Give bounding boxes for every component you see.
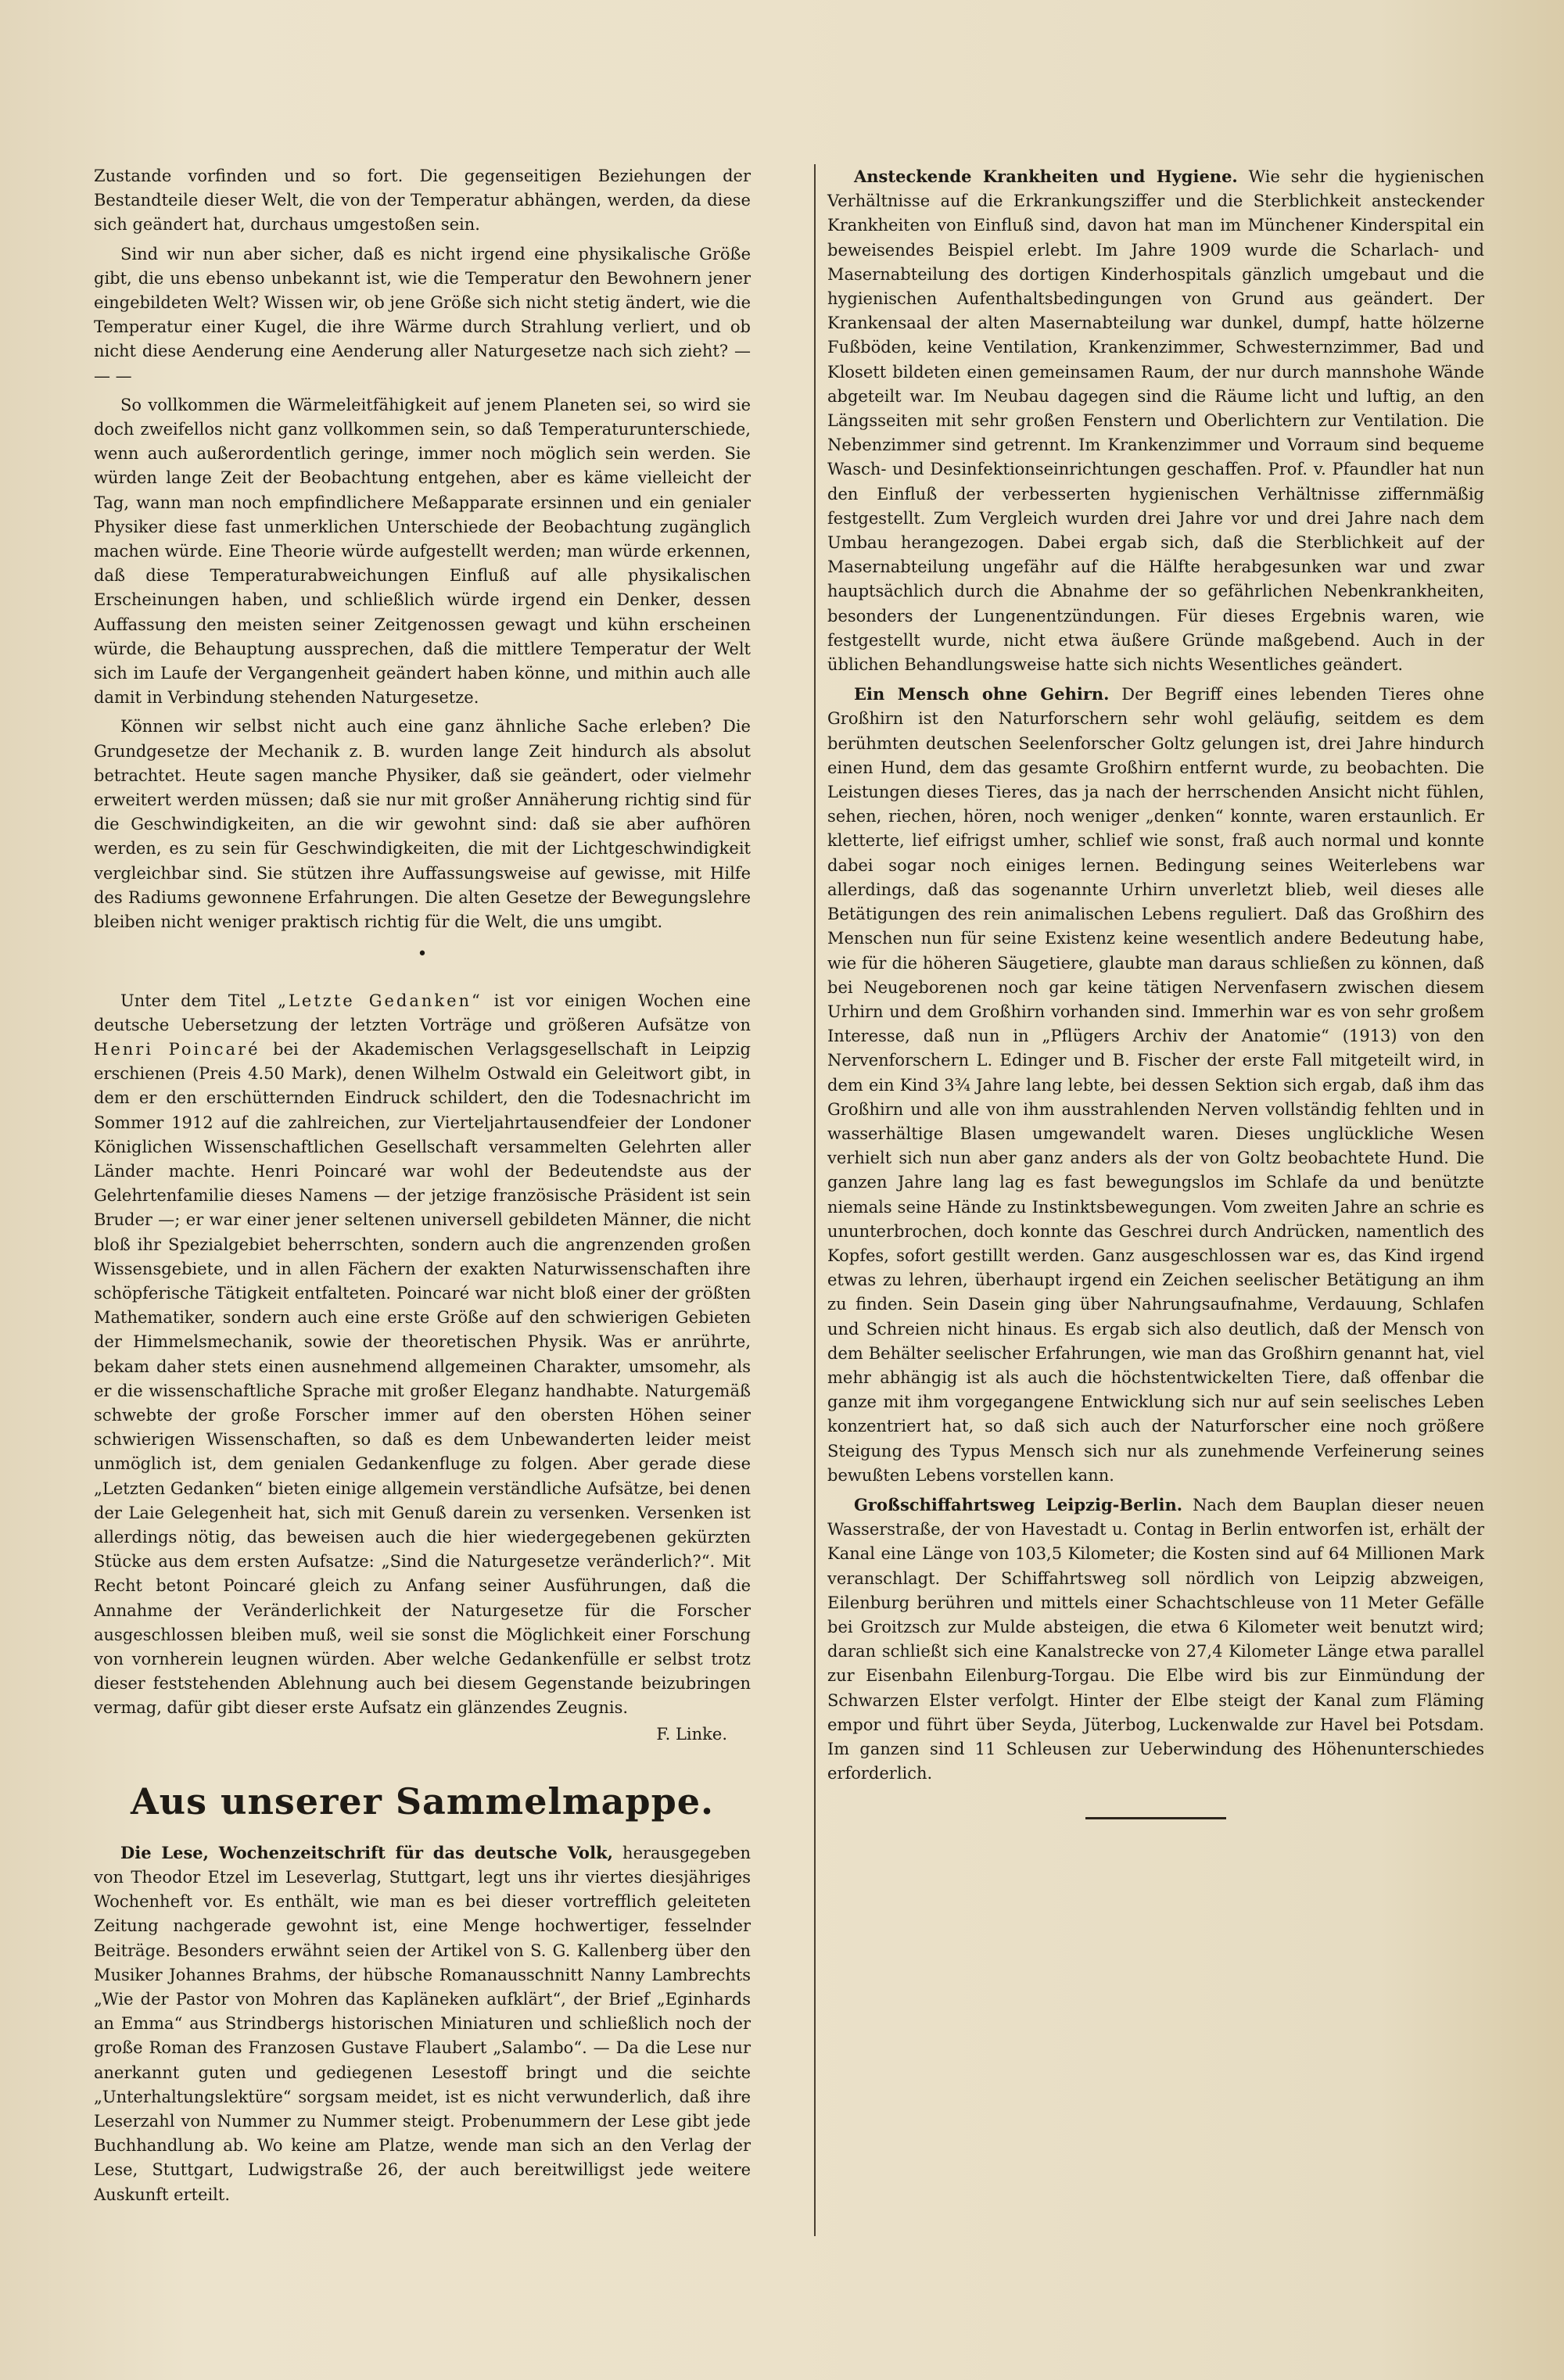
paragraph-mechanics-laws: Können wir selbst nicht auch eine ganz ähnliche Sache erleben? Die Grundgesetze der Mechanik z. B. wurden lange Zeit hindurch als absolut betrachtet. Heute sagen manche Physiker, daß sie geändert, oder vielmehr erweitert werden müssen; daß sie nur mit großer Annäherung richtig sind für die Geschwindigkeiten, an die wir gewohnt sind: daß sie aber aufhören werden, es zu sein für Geschwindigkeiten, die mit der Lichtgeschwindigkeit vergleichbar sind. Sie stützen ihre Auffassungsweise auf gewisse, mit Hilfe des Radiums gewonnene Erfahrungen. Die alten Gesetze der Bewegungslehre bleiben nicht weniger praktisch richtig für die Welt, die uns umgibt. — [94, 717, 751, 932]
paragraph-canal-leipzig-berlin: Großschiffahrtsweg Leipzig-Berlin. Nach dem Bauplan dieser neuen Wasserstraße, der von Havestadt u. Contag in Berlin entworfen ist, erhält der Kanal eine Länge von 103,5 Kilometer; die Kosten sind auf 64 Millionen Mark veranschlagt. Der Schiffahrtsweg soll nördlich von Leipzig abzweigen, Eilenburg berühren und mittels einer Schachtschleuse von 11 Meter Gefälle bei Groitzsch zur Mulde absteigen, die etwa 6 Kilometer weit benutzt wird; daran schließt sich eine Kanalstrecke von 27,4 Kilometer Länge etwa parallel zur Eisenbahn Eilenburg-Torgau. Die Elbe wird bis zur Einmündung der Schwarzen Elster verfolgt. Hinter der Elbe steigt der Kanal zum Fläming empor und führt über Seyda, Jüterbog, Luckenwalde zur Havel bei Potsdam. Im ganzen sind 11 Schleusen zur Ueberwindung des Höhenunterschiedes erforderlich. — [827, 1494, 1484, 1783]
paragraph-thermal-conductivity: So vollkommen die Wärmeleitfähigkeit auf jenem Planeten sei, so wird sie doch zweifellos nicht ganz vollkommen sein, so daß Temperaturunterschiede, wenn auch außerordentlich geringe, immer noch möglich sein werden. Sie würden lange Zeit der Beobachtung entgehen, aber es käme vielleicht der Tag, wann man noch empfindlichere Meßapparate ersinnen und ein genialer Physiker diese fast unmerklichen Unterschiede der Beobachtung zugänglich machen würde. Eine Theorie würde aufgestellt werden; man würde erkennen, daß diese Temperaturabweichungen Einfluß auf alle physikalischen Erscheinungen haben, und schließlich würde irgend ein Denker, dessen Auffassung den meisten seiner Zeitgenossen gewagt und kühn erscheinen würde, die Behauptung aussprechen, daß die mittlere Temperatur der Welt sich im Laufe der Vergangenheit geändert haben könne, und mithin auch alle damit in Verbindung stehenden Naturgesetze. — [94, 395, 751, 708]
paragraph-heading: Großschiffahrtsweg Leipzig-Berlin. — [854, 1494, 1183, 1514]
paragraph-physical-quantity: Sind wir nun aber sicher, daß es nicht irgend eine physikalische Größe gibt, die uns ebenso unbekannt ist, wie die Temperatur den Bewohnern jener eingebildeten Welt? Wissen wir, ob jene Größe sich nicht stetig ändert, wie die Temperatur einer Kugel, die ihre Wärme durch Strahlung verliert, und ob nicht diese Aenderung eine Aenderung aller Naturgesetze nach sich zieht? — — — — [94, 244, 751, 385]
left-column — [94, 164, 751, 2212]
section-separator-dot: • — [417, 944, 428, 965]
section-heading: Aus unserer Sammelmappe. — [130, 1780, 715, 1823]
paragraph-die-lese: Die Lese, Wochenzeitschrift für das deutsche Volk, herausgegeben von Theodor Etzel im Leseverlag, Stuttgart, legt uns ihr viertes diesjähriges Wochenheft vor. Es enthält, wie man es bei dieser vortrefflich geleiteten Zeitung nachgerade gewohnt ist, eine Menge hochwertiger, fesselnder Beiträge. Besonders erwähnt seien der Artikel von S. G. Kallenberg über den Musiker Johannes Brahms, der hübsche Romanausschnitt Nanny Lambrechts „Wie der Pastor von Mohren das Kapläneken aufklärt“, der Brief „Eginhards an Emma“ aus Strindbergs historischen Miniaturen und schließlich noch der große Roman des Franzosen Gustave Flaubert „Salambo“. — Da die Lese nur anerkannt guten und gediegenen Lesestoff bringt und die seichte „Unterhaltungslektüre“ sorgsam meidet, ist es nicht verwunderlich, daß ihre Leserzahl von Nummer zu Nummer steigt. Probenummern der Lese gibt jede Buchhandlung ab. Wo keine am Platze, wende man sich an den Verlag der Lese, Stuttgart, Ludwigstraße 26, der auch bereitwilligst jede weitere Auskunft erteilt. — [94, 1842, 751, 2204]
end-rule — [1085, 1817, 1226, 1819]
paragraph-heading: Die Lese, Wochenzeitschrift für das deutsche Volk, — [120, 1842, 613, 1862]
paragraph-heading: Ein Mensch ohne Gehirn. — [854, 684, 1110, 704]
right-column — [827, 164, 1484, 1819]
paragraph-hygiene: Ansteckende Krankheiten und Hygiene. Wie sehr die hygienischen Verhältnisse auf die Erkrankungsziffer und die Sterblichkeit ansteckender Krankheiten von Einfluß sind, davon hat man im Münchener Kinderspital ein beweisendes Beispiel erlebt. Im Jahre 1909 wurde die Scharlach- und Masernabteilung des dortigen Kinderhospitals gänzlich umgebaut und die hygienischen Aufenthaltsbedingungen von Grund aus geändert. Der Krankensaal der alten Masernabteilung war dunkel, dumpf, hatte hölzerne Fußböden, keine Ventilation, Krankenzimmer, Schwesternzimmer, Bad und Klosett bildeten einen gemeinsamen Raum, der nur durch mannshohe Wände abgeteilt war. Im Neubau dagegen sind die Räume licht und luftig, an den Längsseiten mit sehr großen Fenstern und Oberlichtern zur Ventilation. Die Nebenzimmer sind getrennt. Im Krankenzimmer und Vorraum sind bequeme Wasch- und Desinfektionseinrichtungen geschaffen. Prof. v. Pfaundler hat nun den Einfluß der verbesserten hygienischen Verhältnisse ziffernmäßig festgestellt. Zum Vergleich wurden drei Jahre vor und drei Jahre nach dem Umbau herangezogen. Dabei ergab sich, daß die Sterblichkeit auf der Masernabteilung ungefähr auf die Hälfte herabgesunken war und zwar hauptsächlich durch die Abnahme der so gefährlichen Nebenkrankheiten, besonders der Lungenentzündungen. Für dieses Ergebnis waren, wie festgestellt wurde, nicht etwa äußere Gründe maßgebend. Auch in der üblichen Behandlungsweise hatte sich nichts Wesentliches geändert. — [827, 167, 1484, 675]
paragraph-poincare-review: Unter dem Titel „Letzte Gedanken“ ist vor einigen Wochen eine deutsche Uebersetzung der letzten Vorträge und größeren Aufsätze von Henri Poincaré bei der Akademischen Verlagsgesellschaft in Leipzig erschienen (Preis 4.50 Mark), denen Wilhelm Ostwald ein Geleitwort gibt, in dem er den erschütternden Eindruck schildert, den die Todesnachricht im Sommer 1912 auf die zahlreichen, zur Vierteljahrtausendfeier der Londoner Königlichen Wissenschaftlichen Gesellschaft versammelten Gelehrten aller Länder machte. Henri Poincaré war wohl der Bedeutendste aus der Gelehrtenfamilie dieses Namens — der jetzige französische Präsident ist sein Bruder —; er war einer jener seltenen universell gebildeten Männer, die nicht bloß ihr Spezialgebiet beherrschten, sondern auch die angrenzenden großen Wissensgebiete, und in allen Fächern der exakten Naturwissenschaften ihre schöpferische Tätigkeit entfalteten. Poincaré war nicht bloß einer der größten Mathematiker, sondern auch eine erste Größe auf den schwierigen Gebieten der Himmelsmechanik, sowie der theoretischen Physik. Was er anrührte, bekam daher stets einen ausnehmend allgemeinen Charakter, umsomehr, als er die wissenschaftliche Sprache mit großer Eleganz handhabte. Naturgemäß schwebte der große Forscher immer auf den obersten Höhen seiner schwierigen Wissenschaften, so daß es dem Unbewanderten leider meist unmöglich ist, dem genialen Gedankenfluge zu folgen. Aber gerade diese „Letzten Gedanken“ bieten einige allgemein verständliche Aufsätze, bei denen der Laie Gelegenheit hat, sich mit Genuß darein zu versenken. Versenken ist allerdings nötig, das beweisen auch die hier wiedergegebenen gekürzten Stücke aus dem ersten Aufsatze: „Sind die Naturgesetze veränderlich?“. Mit Recht betont Poincaré gleich zu Anfang seiner Ausführungen, daß die Annahme der Veränderlichkeit der Naturgesetze für die Forscher ausgeschlossen bleiben muß, weil sie sonst die Möglichkeit einer Forschung von vornherein leugnen würden. Aber welche Gedankenfülle er selbst trotz dieser feststehenden Ablehnung auch bei diesem Gegenstande beizubringen vermag, dafür gibt dieser erste Aufsatz ein glänzendes Zeugnis. — [94, 991, 751, 1718]
paragraph-brainless-human: Ein Mensch ohne Gehirn. Der Begriff eines lebenden Tieres ohne Großhirn ist den Naturforschern sehr wohl geläufig, seitdem es dem berühmten deutschen Seelenforscher Goltz gelungen ist, drei Jahre hindurch einen Hund, dem das gesamte Großhirn entfernt wurde, zu beobachten. Die Leistungen dieses Tieres, das ja nach der herrschenden Ansicht nicht fühlen, sehen, riechen, hören, noch weniger „denken“ konnte, waren erstaunlich. Er kletterte, lief eifrigst umher, schlief wie sonst, fraß auch normal und konnte dabei sogar noch einiges lernen. Bedingung seines Weiterlebens war allerdings, daß das sogenannte Urhirn unverletzt blieb, weil dieses alle Betätigungen des rein animalischen Lebens reguliert. Daß das Großhirn des Menschen nun für seine Existenz keine wesentlich andere Bedeutung habe, wie für die höheren Säugetiere, glaubte man daraus schließen zu können, daß bei Neugeborenen noch gar keine tätigen Nervenfasern zwischen diesem Urhirn und dem Großhirn vorhanden sind. Immerhin war es von sehr großem Interesse, daß nun in „Pflügers Archiv der Anatomie“ (1913) von den Nervenforschern L. Edinger und B. Fischer der erste Fall mitgeteilt wird, in dem ein Kind 3¾ Jahre lang lebte, bei dessen Sektion sich ergab, daß ihm das Großhirn und alle von ihm ausstrahlenden Nerven vollständig fehlten und in wasserhältige Blasen umgewandelt waren. Dieses unglückliche Wesen verhielt sich nun aber ganz anders als der von Goltz beobachtete Hund. Die ganzen Jahre lang lag es fast bewegungslos im Schlafe da und benützte niemals seine Hände zu Instinktsbewegungen. Vom zweiten Jahre an schrie es ununterbrochen, doch konnte das Geschrei durch Andrücken, namentlich des Kopfes, sofort gestillt werden. Ganz ausgeschlossen war es, das Kind irgend etwas zu lehren, überhaupt irgend ein Zeichen seelischer Betätigung an ihm zu finden. Sein Dasein ging über Nahrungsaufnahme, Verdauung, Schlafen und Schreien nicht hinaus. Es ergab sich also deutlich, daß der Mensch von dem Behälter seelischer Erfahrungen, wie man das Großhirn genannt hat, viel mehr abhängig ist als auch die höchstentwickelten Tiere, daß offenbar die ganze mit ihm vorgegangene Entwicklung sich nur auf sein seelisches Leben konzentriert hat, so daß sich auch der Naturforscher eine noch größere Steigung des Typus Mensch sich nur als zunehmende Verfeinerung seines bewußten Lebens vorstellen kann. — [827, 684, 1484, 1485]
book-title: „Letzte Gedanken“ — [278, 991, 482, 1010]
paragraph-temperature-world: Zustande vorfinden und so fort. Die gegenseitigen Beziehungen der Bestandteile dieser Welt, die von der Temperatur abhängen, werden, da diese sich geändert hat, durchaus umgestoßen sein. — [94, 167, 751, 235]
paragraph-heading: Ansteckende Krankheiten und Hygiene. — [854, 167, 1238, 186]
column-divider — [814, 164, 816, 2236]
article-author: F. Linke. — [656, 1724, 727, 1744]
author-name: Henri Poincaré — [94, 1039, 260, 1059]
